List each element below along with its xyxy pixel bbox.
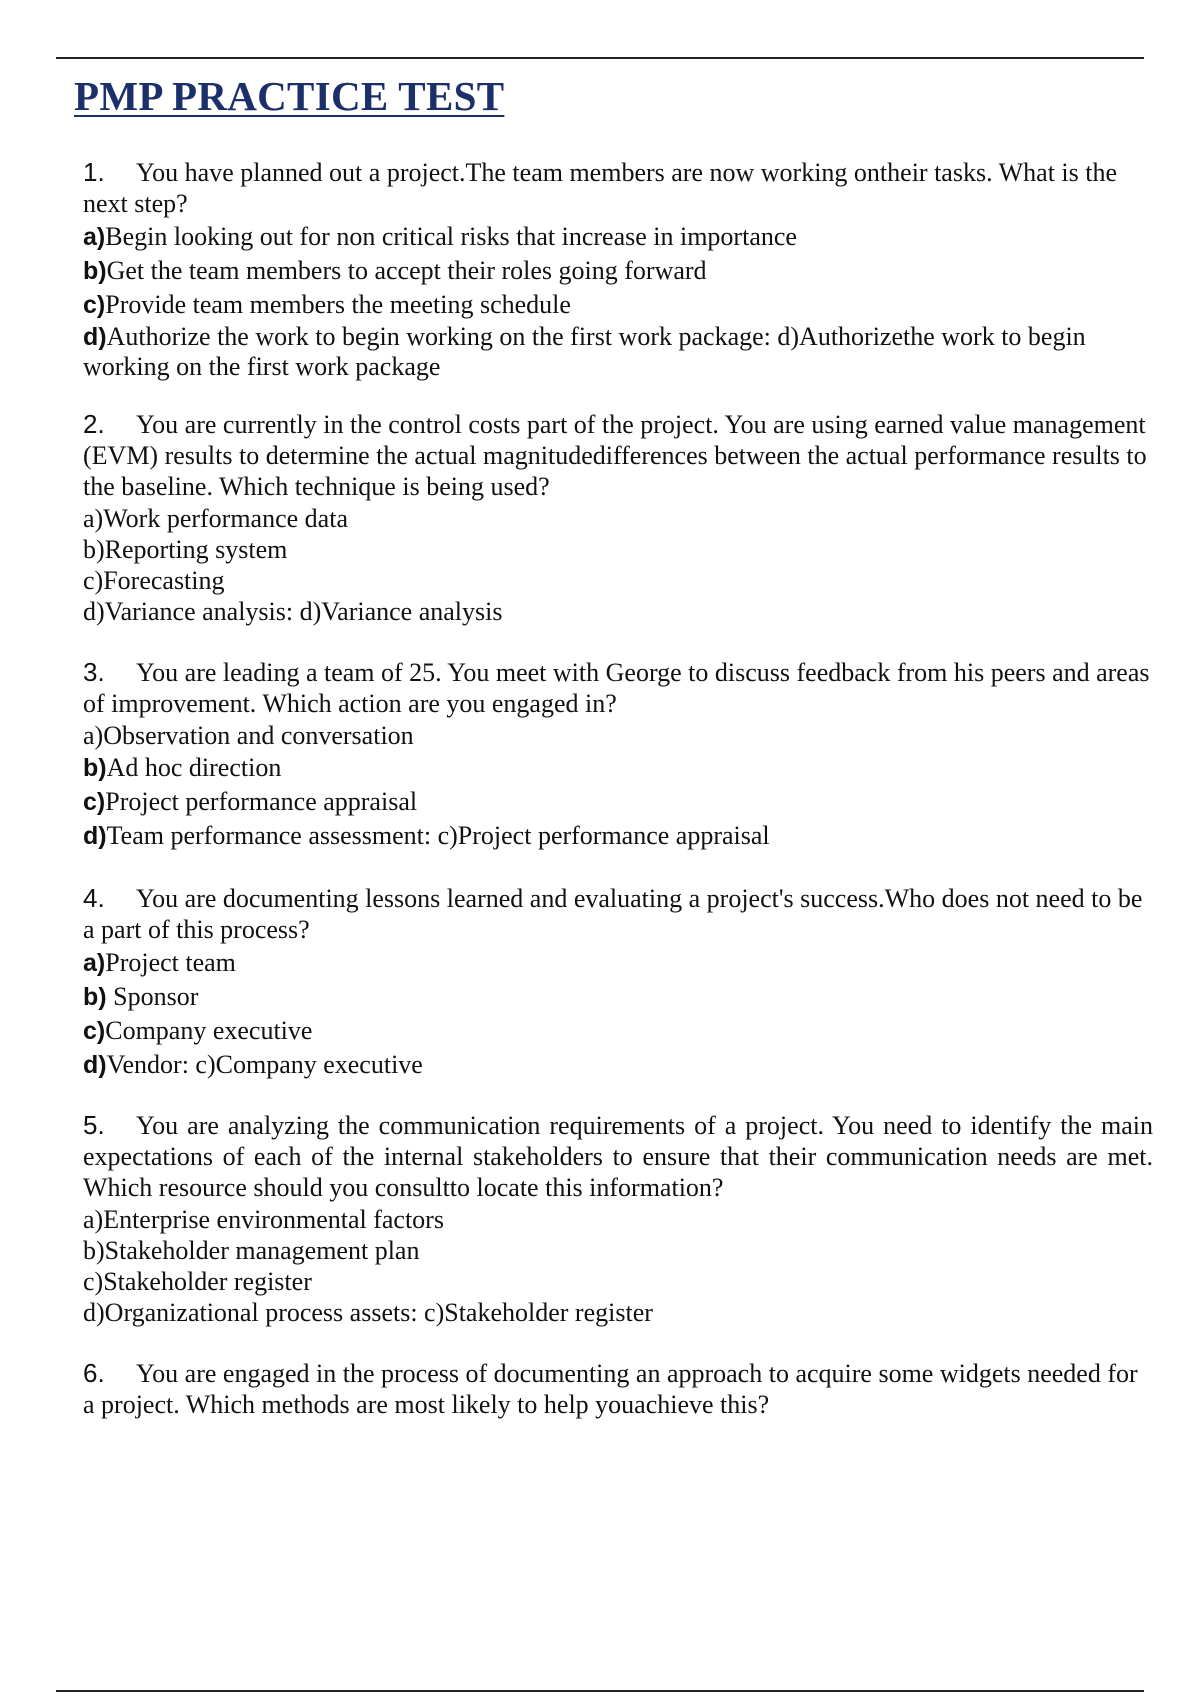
option-text: Get the team members to accept their roles going forward xyxy=(106,256,707,285)
option-c xyxy=(83,785,1153,819)
option-text: Sponsor xyxy=(106,982,199,1011)
option-letter: a) xyxy=(83,504,104,533)
option-letter: c) xyxy=(83,566,104,595)
question-text xyxy=(83,883,1153,945)
option-text: Provide team members the meeting schedule xyxy=(105,290,571,319)
question-text xyxy=(83,1358,1153,1420)
option-c xyxy=(83,1266,1153,1297)
option-b xyxy=(83,534,1153,565)
question-body: You are currently in the control costs part of the project. You are using earned value management (EVM) results to determine the actual magnitudedifferences between the actual performance results to the baseline. Which technique is being used? xyxy=(83,410,1147,501)
option-letter: b) xyxy=(83,983,107,1011)
option-a xyxy=(83,720,1153,751)
option-a xyxy=(83,1204,1153,1235)
option-text: Begin looking out for non critical risks that increase in importance xyxy=(105,222,797,251)
question-body: You have planned out a project.The team members are now working ontheir tasks. What is the next step? xyxy=(83,158,1118,218)
option-letter: d) xyxy=(83,597,105,626)
option-letter: b) xyxy=(83,257,107,285)
option-letter: b) xyxy=(83,535,105,564)
option-a xyxy=(83,220,1153,254)
bottom-rule xyxy=(56,1690,1144,1692)
option-text: Reporting system xyxy=(104,535,288,564)
option-letter: c) xyxy=(83,291,106,319)
question-body: You are analyzing the communication requirements of a project. You need to identify the main expectations of each of the internal stakeholders to ensure that their communication needs are met. Which resource should you consultto locate this information? xyxy=(83,1111,1153,1202)
question-body: You are leading a team of 25. You meet with George to discuss feedback from his peers and areas of improvement. Which action are you engaged in? xyxy=(83,658,1150,718)
option-letter: d) xyxy=(83,1298,105,1327)
option-letter: d) xyxy=(83,822,107,850)
option-text: Organizational process assets: c)Stakeholder register xyxy=(104,1298,653,1327)
option-letter: c) xyxy=(83,1017,106,1045)
option-letter: d) xyxy=(83,1051,107,1079)
option-text: Work performance data xyxy=(103,504,348,533)
option-text: Enterprise environmental factors xyxy=(103,1205,444,1234)
question-number: 2. xyxy=(83,409,105,439)
option-c xyxy=(83,565,1153,596)
option-text: Team performance assessment: c)Project performance appraisal xyxy=(106,821,770,850)
question-number: 1. xyxy=(83,157,105,187)
page-title: PMP PRACTICE TEST xyxy=(74,73,505,119)
option-letter: a) xyxy=(83,721,104,750)
option-letter: b) xyxy=(83,754,107,782)
top-rule xyxy=(56,57,1144,59)
option-text: Vendor: c)Company executive xyxy=(106,1050,423,1079)
option-text: Variance analysis: d)Variance analysis xyxy=(104,597,503,626)
option-letter: a) xyxy=(83,223,106,251)
option-text: Project performance appraisal xyxy=(105,787,418,816)
option-d xyxy=(83,819,1153,853)
option-text: Forecasting xyxy=(103,566,225,595)
question-body: You are documenting lessons learned and evaluating a project's success.Who does not need to be a part of this process? xyxy=(83,884,1143,944)
option-b xyxy=(83,254,1153,288)
question-4 xyxy=(83,883,1153,1082)
question-number: 3. xyxy=(83,657,105,687)
option-b xyxy=(83,980,1153,1014)
question-text xyxy=(83,1110,1153,1203)
question-number: 5. xyxy=(83,1110,105,1140)
option-text: Stakeholder management plan xyxy=(104,1236,420,1265)
option-d xyxy=(83,1048,1153,1082)
option-text: Authorize the work to begin working on the first work package: d)Authorizethe work to begin working on the first work package xyxy=(83,322,1086,381)
option-d xyxy=(83,1297,1153,1328)
question-6 xyxy=(83,1358,1153,1420)
option-c xyxy=(83,1014,1153,1048)
option-letter: a) xyxy=(83,949,106,977)
option-text: Observation and conversation xyxy=(103,721,414,750)
question-5 xyxy=(83,1110,1153,1328)
question-number: 4. xyxy=(83,883,105,913)
question-list xyxy=(83,157,1153,1421)
question-text xyxy=(83,409,1153,502)
question-2 xyxy=(83,409,1153,627)
option-letter: c) xyxy=(83,1267,104,1296)
question-body: You are engaged in the process of documenting an approach to acquire some widgets needed for a project. Which methods are most likely to help youachieve this? xyxy=(83,1359,1138,1419)
option-b xyxy=(83,1235,1153,1266)
option-text: Ad hoc direction xyxy=(106,753,282,782)
option-d xyxy=(83,322,1153,382)
question-3 xyxy=(83,657,1153,853)
question-text xyxy=(83,657,1153,719)
option-c xyxy=(83,288,1153,322)
option-a xyxy=(83,946,1153,980)
question-1 xyxy=(83,157,1153,382)
option-text: Company executive xyxy=(105,1016,313,1045)
option-a xyxy=(83,503,1153,534)
option-d xyxy=(83,596,1153,627)
option-letter: b) xyxy=(83,1236,105,1265)
option-letter: c) xyxy=(83,788,106,816)
option-text: Stakeholder register xyxy=(103,1267,312,1296)
question-text xyxy=(83,157,1153,219)
question-number: 6. xyxy=(83,1358,105,1388)
option-letter: d) xyxy=(83,323,107,351)
option-b xyxy=(83,751,1153,785)
option-text: Project team xyxy=(105,948,236,977)
option-letter: a) xyxy=(83,1205,104,1234)
